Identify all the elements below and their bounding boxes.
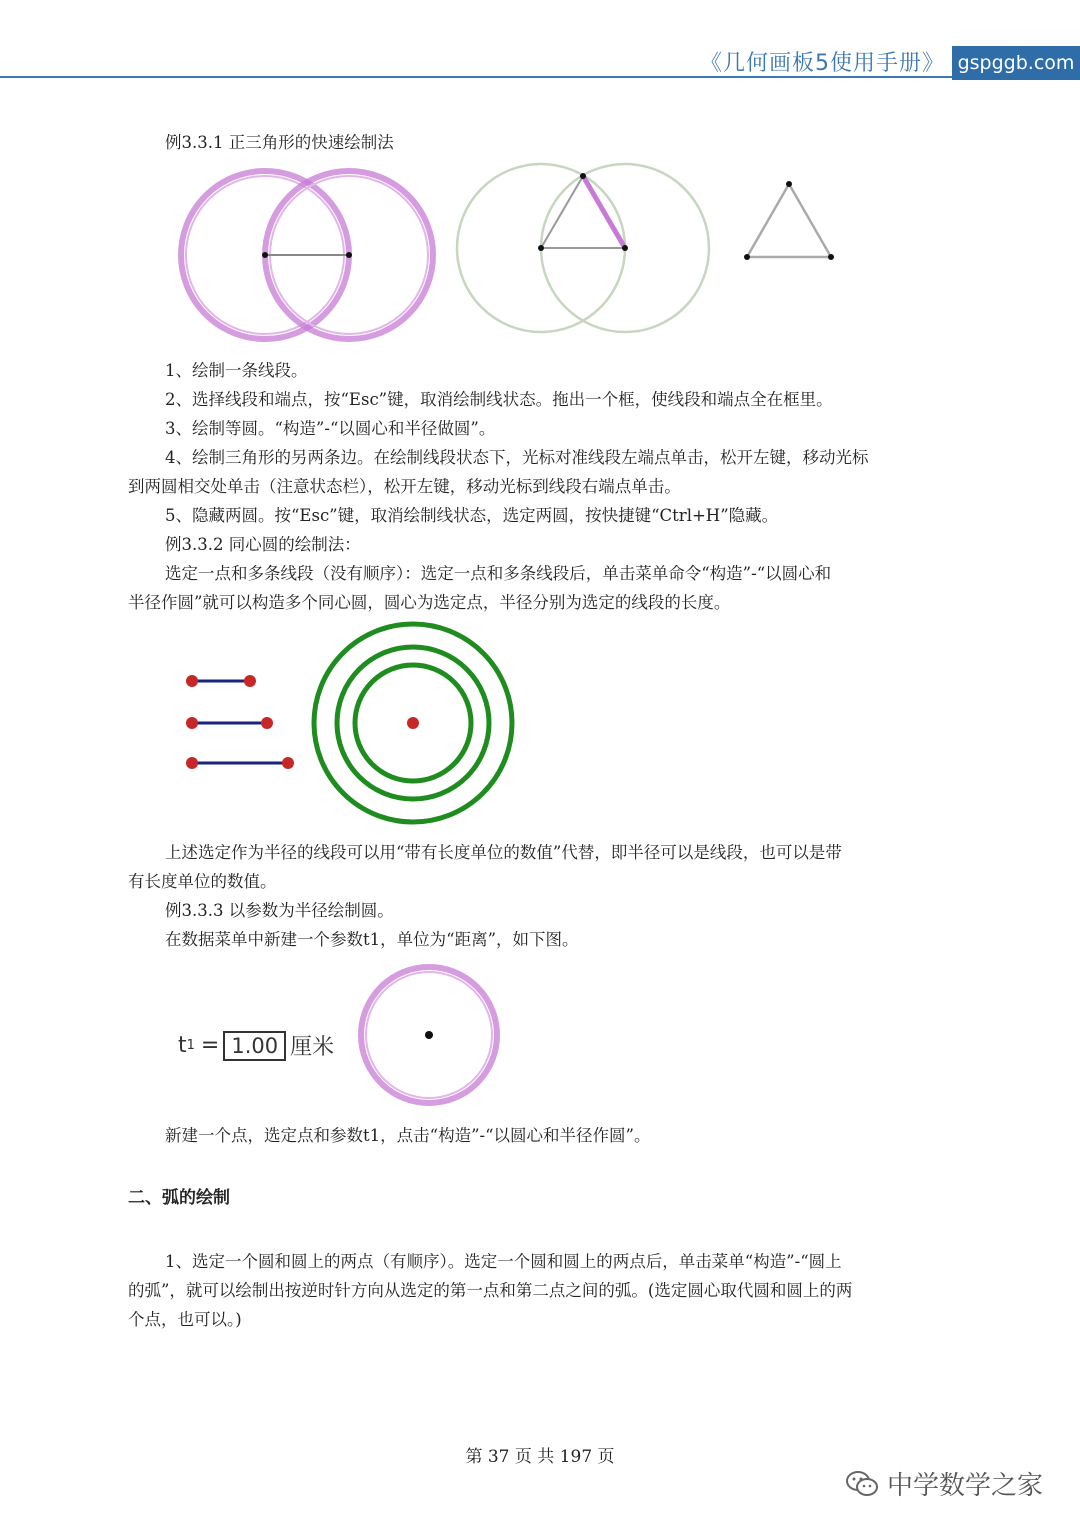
param-equals: = bbox=[200, 1033, 220, 1058]
fig2-triangle-construction bbox=[457, 164, 709, 332]
step-3: 3、绘制等圆。“构造”-“以圆心和半径做圆”。 bbox=[165, 419, 496, 438]
example-332-para2-line2: 有长度单位的数值。 bbox=[128, 872, 277, 891]
watermark-text: 中学数学之家 bbox=[887, 1471, 1044, 1501]
step-4-cont: 到两圆相交处单击（注意状态栏），松开左键，移动光标到线段右端点单击。 bbox=[128, 477, 681, 496]
point-left bbox=[538, 245, 544, 251]
wechat-icon bbox=[845, 1470, 879, 1498]
param-unit: 厘米 bbox=[290, 1035, 335, 1060]
param-value-box[interactable]: 1.00 bbox=[223, 1031, 286, 1061]
example-332-para1-line1: 选定一点和多条线段（没有顺序）：选定一点和多条线段后，单击菜单命令“构造”-“以圆心和 bbox=[165, 564, 832, 583]
point-right bbox=[622, 245, 628, 251]
point-a bbox=[262, 252, 268, 258]
figure-parameter-circle bbox=[350, 960, 510, 1120]
section-arc-para-line1: 1、选定一个圆和圆上的两点（有顺序）。选定一个圆和圆上的两点后，单击菜单“构造”-“圆上 bbox=[165, 1252, 842, 1271]
page-number: 第 37 页 共 197 页 bbox=[465, 1447, 615, 1467]
section-arc-heading: 二、弧的绘制 bbox=[128, 1188, 230, 1208]
param-name: t bbox=[178, 1033, 187, 1058]
step-4: 4、绘制三角形的另两条边。在绘制线段状态下，光标对准线段左端点单击，松开左键，移动光标 bbox=[165, 448, 869, 467]
figure-concentric-circles bbox=[175, 618, 535, 828]
example-332-title: 例3.3.2 同心圆的绘制法： bbox=[165, 535, 361, 554]
tri-right bbox=[828, 254, 834, 260]
step-1: 1、绘制一条线段。 bbox=[165, 361, 308, 380]
parameter-t1[interactable] bbox=[178, 1030, 334, 1061]
manual-title: 《几何画板5使用手册》 bbox=[700, 51, 945, 76]
example-333-para2: 新建一个点，选定点和参数t1，点击“构造”-“以圆心和半径作圆”。 bbox=[165, 1126, 651, 1145]
fig3-triangle bbox=[744, 181, 834, 260]
section-arc-para-line2: 的弧”，就可以绘制出按逆时针方向从选定的第一点和第二点之间的弧。(选定圆心取代圆和圆上的两 bbox=[128, 1281, 853, 1300]
example-333-para1: 在数据菜单中新建一个参数t1，单位为“距离”，如下图。 bbox=[165, 930, 579, 949]
section-arc-para-line3: 个点，也可以。) bbox=[128, 1310, 242, 1329]
triangle-left-side bbox=[541, 176, 583, 248]
point-apex bbox=[580, 173, 586, 179]
figure-equilateral-triangle bbox=[170, 160, 850, 350]
step-5: 5、隐藏两圆。按“Esc”键，取消绘制线状态，选定两圆，按快捷键“Ctrl+H”隐藏。 bbox=[165, 506, 779, 525]
example-332-para2-line1: 上述选定作为半径的线段可以用“带有长度单位的数值”代替，即半径可以是线段，也可以是带 bbox=[165, 843, 842, 862]
tri-apex bbox=[786, 181, 792, 187]
center-point bbox=[407, 717, 419, 729]
param-center-point bbox=[425, 1031, 433, 1039]
example-332-para1-line2: 半径作圆”就可以构造多个同心圆，圆心为选定点，半径分别为选定的线段的长度。 bbox=[128, 593, 731, 612]
header-divider bbox=[0, 76, 952, 78]
radius-segments bbox=[186, 675, 294, 769]
watermark bbox=[845, 1465, 1043, 1502]
point-b bbox=[346, 252, 352, 258]
triangle-right-side bbox=[583, 176, 625, 248]
final-triangle bbox=[747, 184, 831, 257]
param-subscript: 1 bbox=[186, 1038, 195, 1053]
example-333-title: 例3.3.3 以参数为半径绘制圆。 bbox=[165, 901, 394, 920]
fig1-circles bbox=[181, 171, 433, 339]
site-badge[interactable]: gspggb.com bbox=[952, 46, 1080, 80]
example-331-title: 例3.3.1 正三角形的快速绘制法 bbox=[165, 133, 394, 152]
tri-left bbox=[744, 254, 750, 260]
concentric-circles bbox=[314, 624, 512, 822]
step-2: 2、选择线段和端点，按“Esc”键，取消绘制线状态。拖出一个框，使线段和端点全在框里。 bbox=[165, 390, 833, 409]
